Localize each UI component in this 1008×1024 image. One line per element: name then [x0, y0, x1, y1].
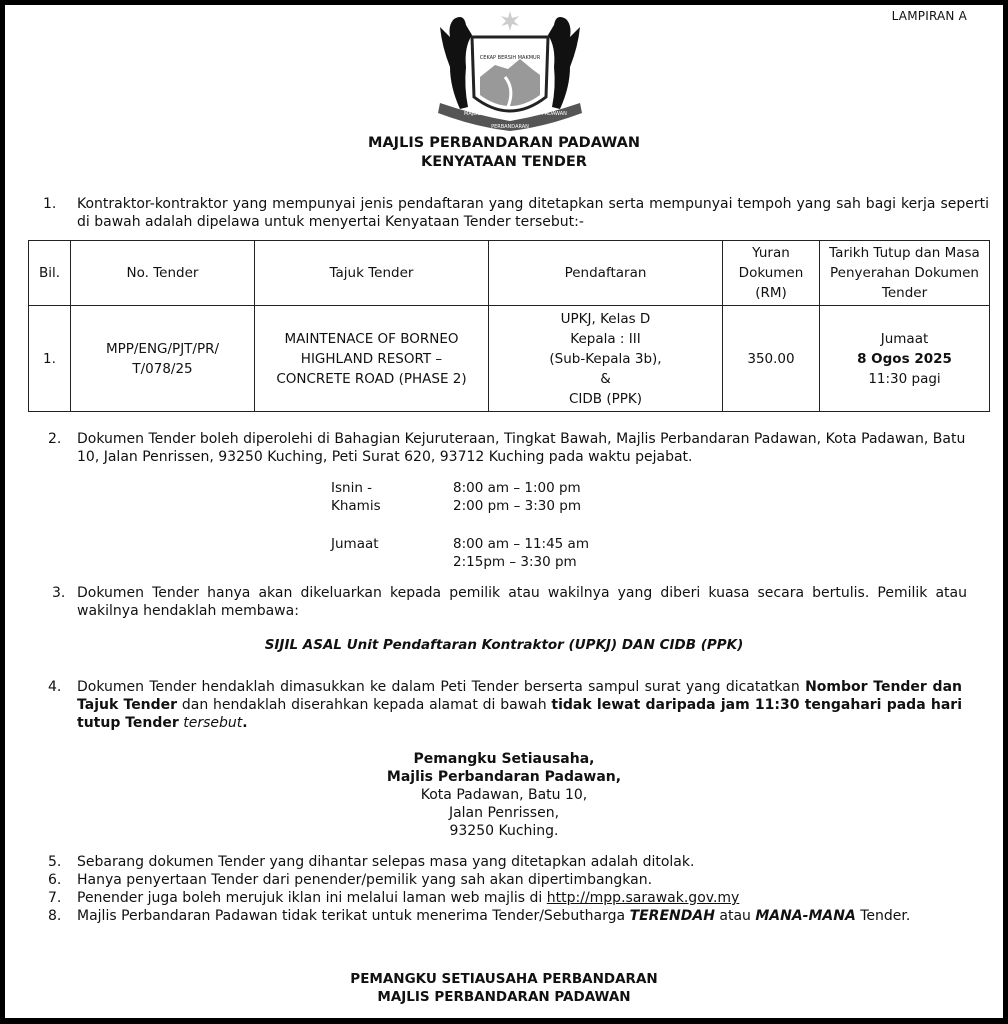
note-text: Hanya penyertaan Tender dari penender/pemilik yang sah akan dipertimbangkan.: [77, 872, 653, 888]
section-text: Dokumen Tender boleh diperolehi di Bahagian Kejuruteraan, Tingkat Bawah, Majlis Perbandaran Padawan, Kota Padawan, Batu 10, Jalan Penrissen, 93250 Kuching, Peti Surat 620, 93712 Kuching pada waktu pejabat.: [77, 431, 966, 465]
lampiran-label: LAMPIRAN A: [891, 9, 967, 23]
pendaftaran-line: &: [600, 370, 611, 387]
pendaftaran-line: Kepala : III: [570, 330, 641, 347]
text-run-bold: tidak lewat daripada jam 11:30 tengahari pada hari tutup Tender: [77, 697, 962, 731]
address-line: Pemangku Setiausaha,: [413, 751, 595, 767]
tender-notice-page: [5, 5, 1003, 1018]
svg-text:MAJLIS: MAJLIS: [464, 111, 481, 117]
section-number: 4.: [48, 679, 62, 695]
closing-time: 11:30 pagi: [868, 370, 941, 387]
address-line: Majlis Perbandaran Padawan,: [386, 769, 622, 785]
hours-day: Jumaat: [331, 536, 379, 552]
yuran-header-line: (RM): [755, 285, 787, 301]
note-text: Sebarang dokumen Tender yang dihantar selepas masa yang ditetapkan adalah ditolak.: [77, 854, 695, 870]
address-line: 93250 Kuching.: [449, 823, 559, 839]
hours-time: 8:00 am – 11:45 am: [453, 536, 589, 552]
section-text: Kontraktor-kontraktor yang mempunyai jenis pendaftaran yang ditetapkan serta mempunyai tempoh yang sah bagi kerja seperti di bawah adalah dipelawa untuk menyertai Kenyataan Tender tersebut:-: [77, 196, 989, 230]
col-bil: Bil.: [29, 241, 71, 306]
section-number: 8.: [48, 908, 62, 924]
text-run: Majlis Perbandaran Padawan tidak terikat untuk menerima Tender/Sebutharga: [77, 908, 630, 924]
table-row: [29, 306, 990, 412]
section-number: 2.: [48, 431, 62, 447]
note-text: [77, 907, 947, 925]
text-run: Penender juga boleh merujuk iklan ini melalui laman web majlis di: [77, 890, 547, 906]
council-website-link[interactable]: http://mpp.sarawak.gov.my: [546, 890, 740, 906]
hours-day: Isnin -: [331, 480, 373, 496]
yuran-header-line: Yuran: [752, 245, 790, 261]
text-run-bold: Nombor Tender dan Tajuk Tender: [77, 679, 962, 713]
section-number: 1.: [43, 196, 57, 212]
text-run-italic: tersebut: [178, 715, 243, 731]
closing-date: 8 Ogos 2025: [857, 350, 952, 367]
pendaftaran-line: CIDB (PPK): [568, 390, 643, 407]
no-tender-line: T/078/25: [132, 360, 193, 377]
cell-tarikh: [820, 306, 990, 412]
address-line: Jalan Penrissen,: [448, 805, 560, 821]
closing-day: Jumaat: [880, 330, 929, 347]
signatory-organisation: MAJLIS PERBANDARAN PADAWAN: [377, 989, 631, 1005]
pendaftaran-line: (Sub-Kepala 3b),: [549, 350, 662, 367]
tajuk-line: CONCRETE ROAD (PHASE 2): [276, 370, 467, 387]
text-run-bold: MANA-MANA: [755, 908, 856, 924]
col-pendaftaran: Pendaftaran: [489, 241, 723, 306]
svg-text:CEKAP BERSIH MAKMUR: CEKAP BERSIH MAKMUR: [479, 55, 541, 61]
col-yuran: [723, 241, 820, 306]
required-document: SIJIL ASAL Unit Pendaftaran Kontraktor (UPKJ) DAN CIDB (PPK): [264, 637, 744, 653]
text-run: .: [242, 715, 248, 731]
text-run: dan hendaklah diserahkan kepada alamat di bawah: [177, 697, 552, 713]
hours-time: 8:00 am – 1:00 pm: [453, 480, 581, 496]
section-number: 7.: [48, 890, 62, 906]
signatory-title: PEMANGKU SETIAUSAHA PERBANDARAN: [350, 971, 658, 987]
tajuk-line: HIGHLAND RESORT –: [300, 350, 443, 367]
page-subtitle: KENYATAAN TENDER: [421, 154, 587, 170]
cell-yuran: 350.00: [723, 306, 820, 412]
col-tarikh: [820, 241, 990, 306]
cell-bil: 1.: [29, 306, 71, 412]
tarikh-header-line: Penyerahan Dokumen: [830, 265, 979, 281]
cell-no-tender: [71, 306, 255, 412]
svg-text:PERBANDARAN: PERBANDARAN: [491, 124, 529, 130]
text-run-bold: TERENDAH: [629, 908, 715, 924]
section-number: 6.: [48, 872, 62, 888]
page-title: MAJLIS PERBANDARAN PADAWAN: [368, 135, 640, 151]
note-text: [77, 889, 739, 907]
col-tajuk: Tajuk Tender: [255, 241, 489, 306]
cell-tajuk: [255, 306, 489, 412]
tarikh-header-line: Tarikh Tutup dan Masa: [829, 245, 980, 261]
table-header-row: [29, 241, 990, 306]
tender-table: [28, 240, 990, 412]
pendaftaran-line: UPKJ, Kelas D: [560, 310, 651, 327]
hours-time: 2:15pm – 3:30 pm: [453, 554, 577, 570]
tarikh-header-line: Tender: [881, 285, 928, 301]
svg-text:PADAWAN: PADAWAN: [542, 111, 567, 117]
cell-pendaftaran: [489, 306, 723, 412]
yuran-header-line: Dokumen: [738, 265, 804, 281]
council-crest-logo: [420, 7, 600, 132]
section-number: 5.: [48, 854, 62, 870]
col-no-tender: No. Tender: [71, 241, 255, 306]
text-run: Dokumen Tender hendaklah dimasukkan ke dalam Peti Tender berserta sampul surat yang dicatatkan: [77, 679, 806, 695]
address-line: Kota Padawan, Batu 10,: [420, 787, 588, 803]
section-text: [77, 678, 962, 732]
crest-icon: [420, 7, 600, 132]
section-text: Dokumen Tender hanya akan dikeluarkan kepada pemilik atau wakilnya yang diberi kuasa secara bertulis. Pemilik atau wakilnya hendaklah membawa:: [77, 585, 967, 619]
hours-day: Khamis: [331, 498, 381, 514]
tajuk-line: MAINTENACE OF BORNEO: [284, 330, 459, 347]
no-tender-line: MPP/ENG/PJT/PR/: [105, 340, 220, 357]
text-run: Tender.: [855, 908, 911, 924]
section-number: 3.: [52, 585, 66, 601]
text-run: atau: [714, 908, 756, 924]
hours-time: 2:00 pm – 3:30 pm: [453, 498, 581, 514]
